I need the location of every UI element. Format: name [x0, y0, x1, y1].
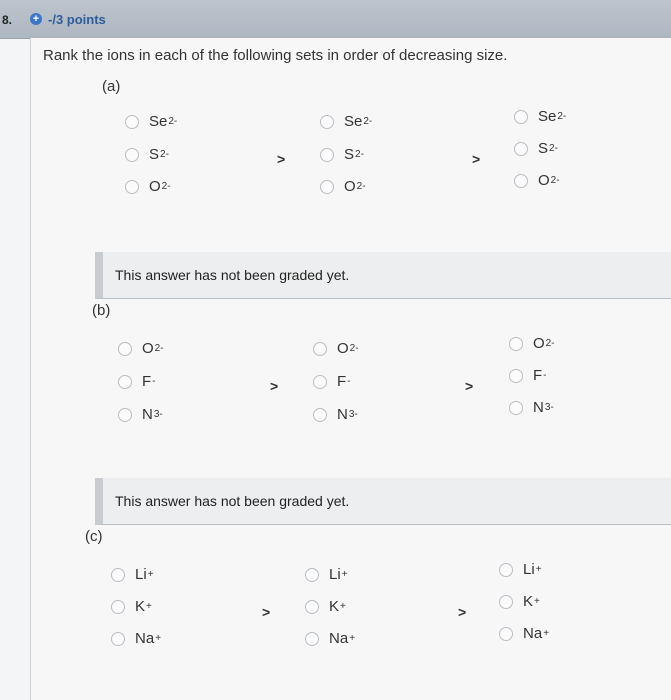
radio-button[interactable]: [320, 180, 334, 194]
radio-button[interactable]: [305, 600, 319, 614]
feedback-box-a: [95, 252, 671, 299]
ion-charge: 2-: [154, 343, 164, 354]
option-a3-se[interactable]: [514, 108, 566, 125]
radio-button[interactable]: [509, 369, 523, 383]
ion-base: S: [344, 146, 355, 163]
ion-base: Na: [135, 630, 155, 647]
ion-charge: -: [543, 370, 547, 381]
ion-charge: +: [155, 633, 162, 644]
part-label-c: (c): [85, 528, 103, 545]
radio-button[interactable]: [499, 627, 513, 641]
radio-button[interactable]: [125, 180, 139, 194]
ion-charge: 2-: [549, 143, 558, 154]
question-prompt: Rank the ions in each of the following sets in order of decreasing size.: [43, 47, 508, 64]
ion-charge: +: [534, 596, 540, 607]
ion-charge: -: [152, 376, 156, 387]
greater-than-symbol: >: [277, 151, 286, 167]
option-c3-k[interactable]: [499, 593, 540, 610]
radio-button[interactable]: [514, 110, 528, 124]
option-c1-li[interactable]: [111, 566, 154, 583]
ion-charge: 2-: [550, 175, 560, 186]
points-label: -/3 points: [48, 12, 106, 27]
option-a1-o[interactable]: [125, 178, 171, 195]
greater-than-symbol: >: [270, 378, 279, 394]
ion-charge: +: [543, 628, 550, 639]
ion-charge: 2-: [161, 181, 171, 192]
option-a2-s[interactable]: [320, 146, 364, 163]
ion-charge: 2-: [168, 116, 178, 127]
ion-base: N: [337, 406, 348, 423]
ion-base: Se: [149, 113, 168, 130]
greater-than-symbol: >: [262, 604, 271, 620]
ion-base: O: [538, 172, 550, 189]
ion-charge: +: [349, 633, 356, 644]
option-b2-f[interactable]: [313, 373, 351, 390]
option-a3-s[interactable]: [514, 140, 558, 157]
radio-button[interactable]: [125, 115, 139, 129]
radio-button[interactable]: [320, 148, 334, 162]
ion-charge: +: [341, 569, 348, 580]
radio-button[interactable]: [499, 563, 513, 577]
ion-base: Na: [329, 630, 349, 647]
ion-base: S: [538, 140, 549, 157]
option-b2-n[interactable]: [313, 406, 358, 423]
ion-base: S: [149, 146, 160, 163]
part-label-b: (b): [92, 302, 111, 319]
ion-base: Li: [523, 561, 535, 578]
ion-base: O: [533, 335, 545, 352]
ion-charge: 3-: [544, 402, 554, 413]
ion-base: F: [337, 373, 347, 390]
greater-than-symbol: >: [458, 604, 467, 620]
option-a1-s[interactable]: [125, 146, 169, 163]
feedback-text: This answer has not been graded yet.: [115, 267, 350, 283]
part-label-a: (a): [102, 78, 121, 95]
ion-charge: 2-: [545, 338, 555, 349]
radio-button[interactable]: [118, 342, 132, 356]
ion-base: N: [142, 406, 153, 423]
ion-charge: 2-: [355, 149, 364, 160]
ion-base: Li: [135, 566, 147, 583]
option-a2-o[interactable]: [320, 178, 366, 195]
option-c2-li[interactable]: [305, 566, 348, 583]
radio-button[interactable]: [111, 632, 125, 646]
radio-button[interactable]: [111, 568, 125, 582]
ion-base: K: [523, 593, 534, 610]
radio-button[interactable]: [305, 632, 319, 646]
ion-base: O: [149, 178, 161, 195]
option-c3-li[interactable]: [499, 561, 542, 578]
option-a1-se[interactable]: [125, 113, 177, 130]
greater-than-symbol: >: [465, 378, 474, 394]
option-c2-na[interactable]: [305, 630, 355, 647]
radio-button[interactable]: [509, 337, 523, 351]
radio-button[interactable]: [313, 408, 327, 422]
ion-base: K: [329, 598, 340, 615]
ion-base: F: [142, 373, 152, 390]
feedback-box-b: [95, 478, 671, 525]
option-b1-n[interactable]: [118, 406, 163, 423]
ion-charge: 2-: [356, 181, 366, 192]
ion-charge: 2-: [349, 343, 359, 354]
option-c2-k[interactable]: [305, 598, 346, 615]
option-b1-f[interactable]: [118, 373, 156, 390]
option-b1-o[interactable]: [118, 340, 164, 357]
option-b3-n[interactable]: [509, 399, 554, 416]
greater-than-symbol: >: [472, 151, 481, 167]
ion-charge: 2-: [363, 116, 373, 127]
plus-icon[interactable]: +: [30, 13, 42, 25]
ion-base: K: [135, 598, 146, 615]
option-c1-na[interactable]: [111, 630, 161, 647]
ion-base: Li: [329, 566, 341, 583]
ion-base: F: [533, 367, 543, 384]
ion-base: Na: [523, 625, 543, 642]
radio-button[interactable]: [320, 115, 334, 129]
ion-charge: +: [147, 569, 154, 580]
ion-base: O: [142, 340, 154, 357]
question-number: 8.: [2, 13, 13, 27]
option-c3-na[interactable]: [499, 625, 549, 642]
option-b3-o[interactable]: [509, 335, 555, 352]
feedback-text: This answer has not been graded yet.: [115, 493, 350, 509]
radio-button[interactable]: [125, 148, 139, 162]
ion-base: Se: [344, 113, 363, 130]
ion-charge: +: [146, 601, 152, 612]
question-header: [0, 0, 671, 39]
ion-base: O: [337, 340, 349, 357]
radio-button[interactable]: [313, 342, 327, 356]
ion-charge: 3-: [153, 409, 163, 420]
option-b2-o[interactable]: [313, 340, 359, 357]
radio-button[interactable]: [514, 174, 528, 188]
radio-button[interactable]: [118, 375, 132, 389]
ion-charge: 2-: [557, 111, 567, 122]
ion-base: N: [533, 399, 544, 416]
ion-charge: +: [340, 601, 346, 612]
option-c1-k[interactable]: [111, 598, 152, 615]
ion-charge: +: [535, 564, 542, 575]
ion-base: Se: [538, 108, 557, 125]
radio-button[interactable]: [514, 142, 528, 156]
option-b3-f[interactable]: [509, 367, 547, 384]
option-a3-o[interactable]: [514, 172, 560, 189]
radio-button[interactable]: [313, 375, 327, 389]
ion-charge: -: [347, 376, 351, 387]
option-a2-se[interactable]: [320, 113, 372, 130]
radio-button[interactable]: [509, 401, 523, 415]
radio-button[interactable]: [305, 568, 319, 582]
ion-base: O: [344, 178, 356, 195]
ion-charge: 2-: [160, 149, 169, 160]
radio-button[interactable]: [118, 408, 132, 422]
radio-button[interactable]: [111, 600, 125, 614]
radio-button[interactable]: [499, 595, 513, 609]
ion-charge: 3-: [348, 409, 358, 420]
